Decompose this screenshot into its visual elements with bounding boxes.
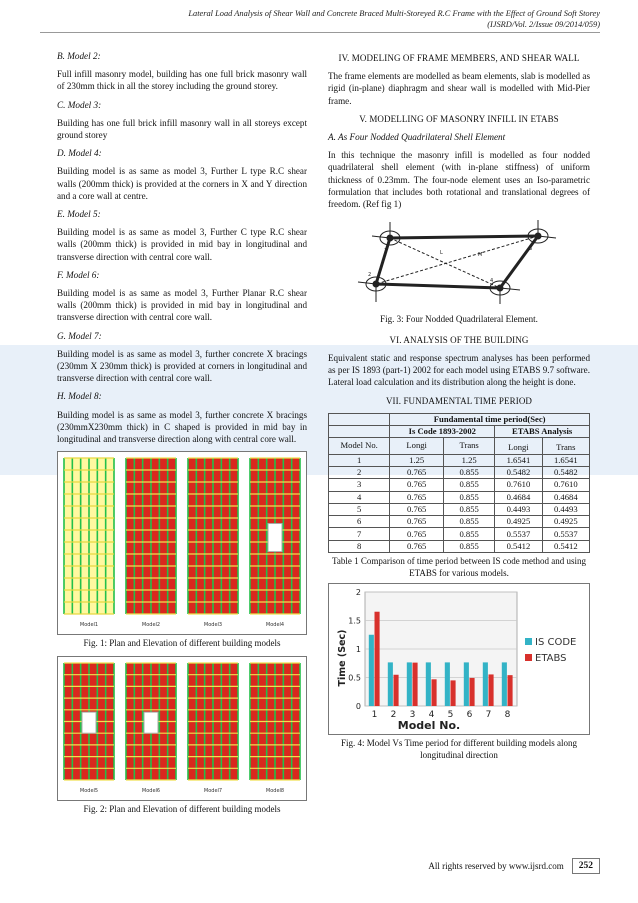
x-tick-label: 4 — [428, 710, 435, 721]
table-cell: 0.4493 — [542, 503, 589, 515]
table-cell: 8 — [329, 540, 390, 552]
table-cell: 3 — [329, 479, 390, 491]
x-tick-label: 7 — [485, 710, 492, 721]
x-tick-label: 2 — [390, 710, 397, 721]
table-cell: 0.7610 — [542, 479, 589, 491]
model-label: Model8 — [265, 787, 285, 794]
section-v-text: In this technique the masonry infill is modelled as four nodded quadrilateral shell element (with in-plane stiffness) of uniform thickness of 0.23mm. The four-node element uses an Iso-parametric formulation that includes both rotational and translational degrees of freedom. (Ref fig 1) — [328, 150, 590, 210]
time-period-table — [328, 413, 590, 553]
model5-heading: E. Model 5: — [57, 209, 101, 220]
svg-text:L: L — [440, 250, 443, 257]
table-row — [329, 491, 590, 503]
section-v-subheading: A. As Four Nodded Quadrilateral Shell Element — [328, 132, 506, 143]
header-title: Lateral Load Analysis of Shear Wall and Concrete Braced Multi-Storeyed R.C Frame with the Effect of Ground Soft Storey — [188, 9, 600, 18]
model6-text: Building model is as same as model 3, Further Planar R.C shear walls (200mm thick) is provided in mid bay in longitudinal and transverse direction with central core wall. — [57, 288, 307, 323]
section-v-title: V. MODELLING OF MASONRY INFILL IN ETABS — [359, 113, 559, 124]
section-vi-text: Equivalent static and response spectrum analyses has been performed as per IS 1893 (part-1) 2002 for each model using ETABS 9.7 software. Lateral load calculation and its distribution along the height is done. — [328, 352, 590, 388]
table-cell: 0.4493 — [495, 503, 542, 515]
header-issue: (IJSRD/Vol. 2/Issue 09/2014/059) — [487, 20, 600, 29]
model3-text: Building has one full brick infill masonry wall in all storeys except ground storey — [57, 117, 307, 141]
table-col-etabs-trans: Trans — [542, 442, 589, 454]
x-tick-label: 3 — [409, 710, 416, 721]
table-row — [329, 516, 590, 528]
model-label: Model6 — [141, 787, 161, 794]
bar-is-code — [388, 662, 393, 706]
model2-heading: B. Model 2: — [57, 51, 101, 61]
svg-text:1: 1 — [384, 248, 388, 255]
model8-heading: H. Model 8: — [57, 391, 102, 402]
page-footer — [428, 858, 600, 874]
table-cell: 0.4925 — [542, 516, 589, 528]
table-cell: 1 — [329, 454, 390, 466]
table-cell: 0.855 — [444, 466, 495, 478]
x-tick-label: 6 — [466, 710, 473, 721]
bar-etabs — [413, 663, 418, 706]
section-vii-title: VII. FUNDAMENTAL TIME PERIOD — [385, 395, 533, 406]
table-col-model: Model No. — [329, 438, 390, 454]
figure-3 — [328, 216, 590, 311]
y-tick-label: 2 — [355, 588, 361, 598]
right-column — [328, 48, 590, 761]
svg-text:3: 3 — [529, 246, 533, 253]
table-cell: 0.5482 — [542, 466, 589, 478]
bar-is-code — [483, 662, 488, 706]
building-model-panel — [188, 458, 238, 628]
model-label: Model5 — [79, 787, 99, 794]
y-tick-label: 0 — [355, 702, 361, 712]
bar-etabs — [508, 675, 513, 706]
table-cell: 0.855 — [444, 503, 495, 515]
header-divider — [40, 32, 600, 33]
building-model-panel — [188, 663, 238, 794]
table-row — [329, 540, 590, 552]
chart-ylabel: Time (Sec) — [337, 629, 348, 687]
table-cell: 0.5482 — [495, 466, 542, 478]
bar-is-code — [445, 662, 450, 706]
section-iv-title: IV. MODELING OF FRAME MEMBERS, AND SHEAR WALL — [338, 53, 580, 63]
figure-3-caption: Fig. 3: Four Nodded Quadrilateral Element. — [380, 314, 538, 325]
y-tick-label: 0.5 — [348, 673, 361, 683]
table-cell: 0.5412 — [495, 540, 542, 552]
table-cell: 0.855 — [444, 479, 495, 491]
running-header — [188, 8, 600, 30]
x-tick-label: 1 — [371, 710, 378, 721]
section-iv-text: The frame elements are modelled as beam elements, slab is modelled as rigid (in-plane) diaphragm and shear wall is modelled with Mid-Pier frame. — [328, 71, 590, 106]
legend-swatch — [525, 638, 532, 645]
bar-is-code — [502, 662, 507, 706]
table-group-is: Is Code 1893-2002 — [390, 426, 495, 438]
table-cell: 5 — [329, 503, 390, 515]
table-cell: 0.855 — [444, 540, 495, 552]
table-cell: 0.855 — [444, 516, 495, 528]
bar-etabs — [375, 612, 380, 706]
building-model-panel — [250, 663, 300, 794]
table-row — [329, 454, 590, 466]
building-model-panel — [126, 663, 176, 794]
table-cell: 7 — [329, 528, 390, 540]
table-row — [329, 466, 590, 478]
table-cell: 0.765 — [390, 540, 444, 552]
bar-is-code — [464, 662, 469, 706]
bar-etabs — [470, 678, 475, 706]
model4-heading: D. Model 4: — [57, 148, 102, 159]
building-models-5-8 — [58, 657, 306, 800]
x-tick-label: 8 — [504, 710, 511, 721]
svg-text:2: 2 — [368, 272, 372, 279]
model2-text: Full infill masonry model, building has one full brick masonry wall of 230mm thick in all the storey including the ground storey. — [57, 69, 307, 92]
table-cell: 1.25 — [390, 454, 444, 466]
bar-is-code — [426, 662, 431, 706]
table-cell: 0.765 — [390, 479, 444, 491]
table-cell: 1.6541 — [495, 454, 542, 466]
table-col-etabs-longi: Longi — [495, 442, 542, 454]
legend-swatch — [525, 654, 532, 661]
x-tick-label: 5 — [447, 710, 454, 721]
section-vi-title: VI. ANALYSIS OF THE BUILDING — [389, 334, 529, 345]
table-cell: 0.765 — [390, 503, 444, 515]
table-cell: 4 — [329, 491, 390, 503]
table-cell: 2 — [329, 466, 390, 478]
figure-4 — [328, 583, 590, 735]
model4-text: Building model is as same as model 3, Further L type R.C shear walls (200mm thick) is provided at the corners in X and Y direction and a core wall at centre. — [57, 166, 307, 201]
figure-1-caption: Fig. 1: Plan and Elevation of different building models — [83, 638, 281, 649]
legend-entry: IS CODE — [535, 637, 577, 649]
table-cell: 0.765 — [390, 466, 444, 478]
footer-rights: All rights reserved by www.ijsrd.com — [428, 861, 564, 871]
table-cell: 0.5537 — [542, 528, 589, 540]
figure-2 — [57, 656, 307, 801]
bar-etabs — [432, 679, 437, 706]
table-row — [329, 503, 590, 515]
quadrilateral-element-diagram — [328, 216, 590, 311]
table-cell: 0.4684 — [495, 491, 542, 503]
model7-text: Building model is as same as model 3, further concrete X bracings (230mm X 230mm thick) is provided at corners in longitudinal and transverse direction with central core wall. — [57, 348, 307, 384]
table-cell: 0.7610 — [495, 479, 542, 491]
y-tick-label: 1.5 — [348, 616, 361, 626]
figure-2-caption: Fig. 2: Plan and Elevation of different building models — [83, 803, 281, 814]
table-cell: 0.765 — [390, 491, 444, 503]
building-model-panel — [126, 458, 176, 628]
table-caption: Table 1 Comparison of time period between IS code method and using ETABS for various models. — [331, 556, 587, 578]
model-label: Model4 — [265, 622, 285, 629]
page-number: 252 — [572, 858, 600, 874]
building-model-panel — [64, 458, 114, 628]
table-row — [329, 528, 590, 540]
table-cell: 0.5412 — [542, 540, 589, 552]
figure-4-caption: Fig. 4: Model Vs Time period for different building models along longitudinal direction — [341, 738, 577, 760]
bar-etabs — [489, 674, 494, 706]
chart-xlabel: Model No. — [397, 719, 461, 733]
model-label: Model7 — [203, 787, 223, 794]
model8-text: Building model is as same as model 3, further concrete X bracings (230mmX230mm thick) in C shaped is provided in mid bay in longitudinal and transverse direction along with central core wall. — [57, 409, 307, 445]
table-cell: 0.765 — [390, 528, 444, 540]
svg-text:4: 4 — [490, 278, 494, 285]
table-col-is-trans: Trans — [444, 438, 495, 454]
legend-entry: ETABS — [535, 653, 567, 665]
left-column — [57, 48, 307, 815]
building-models-1-4 — [58, 452, 306, 634]
bar-is-code — [369, 635, 374, 706]
time-period-chart — [329, 584, 589, 734]
building-model-panel — [250, 458, 300, 628]
table-group-etabs: ETABS Analysis — [495, 426, 590, 438]
table-title: Fundamental time period(Sec) — [390, 413, 590, 425]
bar-etabs — [394, 675, 399, 706]
table-cell: 0.5537 — [495, 528, 542, 540]
table-cell: 6 — [329, 516, 390, 528]
model-label: Model2 — [141, 622, 161, 629]
table-col-is-longi: Longi — [390, 438, 444, 454]
table-row — [329, 479, 590, 491]
building-model-panel — [64, 663, 114, 794]
table-cell: 0.765 — [390, 516, 444, 528]
model7-heading: G. Model 7: — [57, 330, 102, 341]
table-cell: 1.6541 — [542, 454, 589, 466]
model-label: Model3 — [203, 622, 223, 629]
y-tick-label: 1 — [355, 645, 361, 655]
table-cell: 0.4925 — [495, 516, 542, 528]
svg-text:M: M — [478, 252, 483, 259]
bar-is-code — [407, 662, 412, 706]
table-cell: 1.25 — [444, 454, 495, 466]
model6-heading: F. Model 6: — [57, 269, 100, 280]
model5-text: Building model is as same as model 3, Further C type R.C shear walls (200mm thick) is provided in mid bay in longitudinal and transverse direction with central core wall. — [57, 227, 307, 262]
figure-1 — [57, 451, 307, 635]
bar-etabs — [451, 680, 456, 706]
table-cell: 0.4684 — [542, 491, 589, 503]
table-cell: 0.855 — [444, 491, 495, 503]
model3-heading: C. Model 3: — [57, 99, 102, 110]
model-label: Model1 — [79, 622, 99, 629]
table-cell: 0.855 — [444, 528, 495, 540]
